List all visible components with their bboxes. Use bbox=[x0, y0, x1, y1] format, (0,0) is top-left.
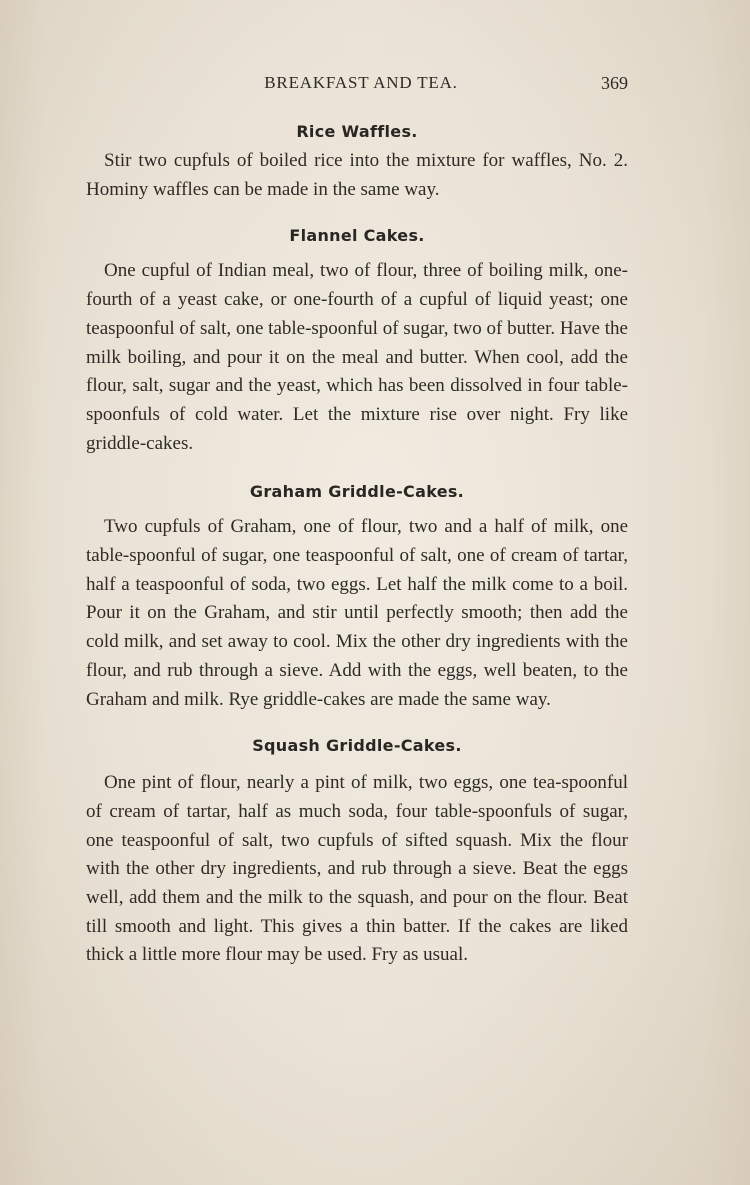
recipe-text-squash-griddle-cakes: One pint of flour, nearly a pint of milk, two eggs, one tea-spoonful of cream of tartar, half as much soda, four table-spoonfuls of sugar, one teaspoonful of salt, two cupfuls of sifted squash. Mix the flour with the other dry ingredients, and rub through a sieve. Beat the eggs well, add them and the milk to the squash, and pour on the flour. Beat till smooth and light. This gives a thin batter. If the cakes are liked thick a little more flour may be used. Fry as usual. bbox=[86, 772, 628, 966]
page-number: 369 bbox=[601, 73, 628, 93]
recipe-text-graham-griddle-cakes: Two cupfuls of Graham, one of flour, two and a half of milk, one table-spoonful of sugar, one teaspoonful of salt, one of cream of tartar, half a teaspoonful of soda, two eggs. Let half the milk come to a boil. Pour it on the Graham, and stir until perfectly smooth; then add the cold milk, and set away to cool. Mix the other dry ingredients with the flour, and rub through a sieve. Add with the eggs, well beaten, to the Graham and milk. Rye griddle-cakes are made the same way. bbox=[86, 516, 628, 710]
section-title-squash-griddle-cakes: Squash Griddle-Cakes. bbox=[252, 736, 462, 756]
section-title-rice-waffles: Rice Waffles. bbox=[296, 122, 418, 141]
recipe-text-flannel-cakes: One cupful of Indian meal, two of flour, three of boiling milk, one-fourth of a yeast cake, or one-fourth of a cupful of liquid yeast; one teaspoonful of salt, one table-spoonful of sugar, two of butter. Have the milk boiling, and pour it on the meal and butter. When cool, add the flour, salt, sugar and the yeast, which has been dissolved in four table-spoonfuls of cold water. Let the mixture rise over night. Fry like griddle-cakes. bbox=[86, 260, 628, 454]
page-content bbox=[86, 118, 628, 970]
section-title-graham-griddle-cakes: Graham Griddle-Cakes. bbox=[249, 482, 465, 502]
section-title-flannel-cakes: Flannel Cakes. bbox=[289, 226, 425, 246]
page-header bbox=[86, 73, 628, 99]
running-head: BREAKFAST AND TEA. bbox=[264, 73, 458, 92]
recipe-text-rice-waffles: Stir two cupfuls of boiled rice into the mixture for waffles, No. 2. Hominy waffles can be made in the same way. bbox=[86, 150, 628, 200]
